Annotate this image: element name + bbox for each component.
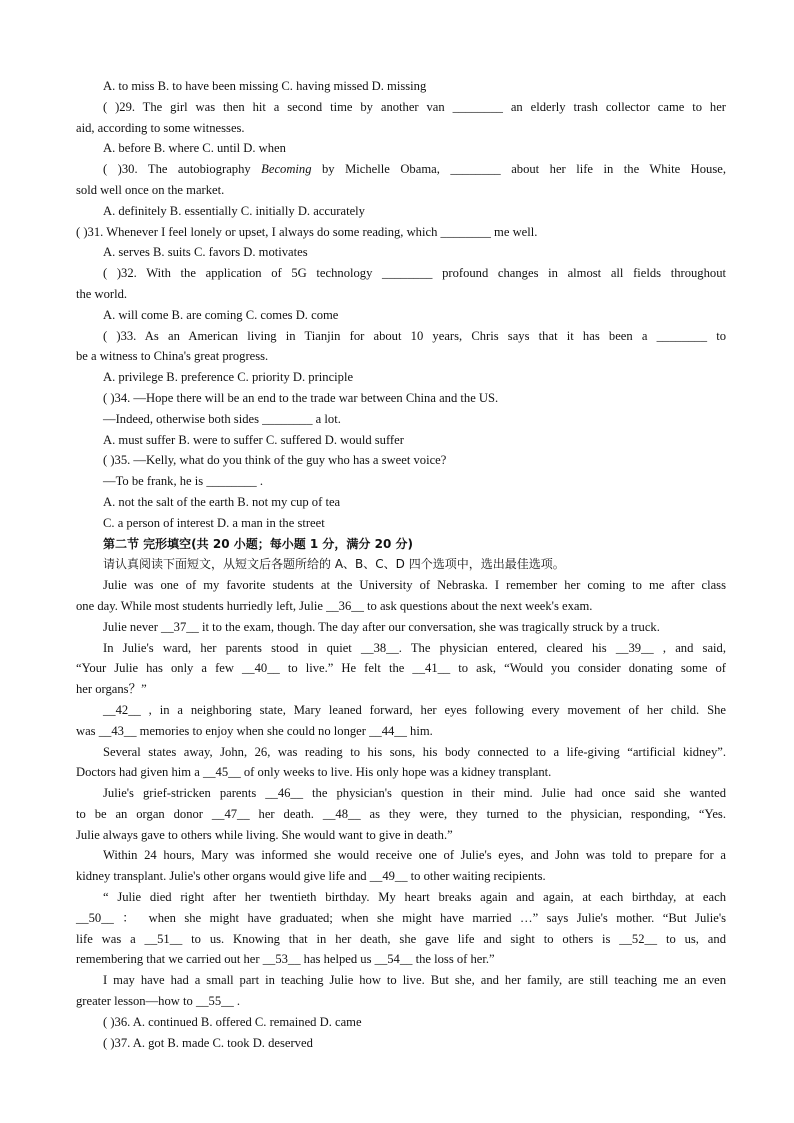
text-line: ( )29. The girl was then hit a second time by another van ________ an elderly trash collector came to her (103, 99, 726, 114)
text-line: remembering that we carried out her __53__ has helped us __54__ the loss of her.” (76, 952, 495, 967)
text-line: ( )30. The autobiography Becoming by Michelle Obama, ________ about her life in the White House, (103, 162, 726, 177)
text-line: her organs？” (76, 682, 147, 697)
text-line: sold well once on the market. (76, 182, 225, 197)
text-line: A. definitely B. essentially C. initially D. accurately (103, 203, 365, 218)
text-line: one day. While most students hurriedly left, Julie __36__ to ask questions about the next week's exam. (76, 598, 593, 613)
text-line: __50__ ： when she might have graduated; when she might have married …” says Julie's mother. “But Julie's (76, 910, 726, 925)
text-line: greater lesson—how to __55__ . (76, 994, 241, 1009)
text-line: Julie's grief-stricken parents __46__ the physician's question in their mind. Julie had once said she wanted (103, 786, 726, 801)
text-line: Doctors had given him a __45__ of only weeks to live. His only hope was a kidney transplant. (76, 765, 552, 780)
text-line: A. not the salt of the earth B. not my cup of tea (103, 494, 341, 509)
text-line: “ Julie died right after her twentieth birthday. My heart breaks again and again, at each birthday, at each (103, 890, 726, 905)
book-title: Becoming (261, 162, 312, 177)
text-line: Julie never __37__ it to the exam, though. The day after our conversation, she was tragically struck by a truck. (103, 619, 660, 634)
text-line: life was a __51__ to us. Knowing that in her death, she gave life and sight to others is __52__ to us, and (76, 931, 726, 946)
text-line: A. to miss B. to have been missing C. having missed D. missing (103, 79, 427, 93)
text-line: ( )36. A. continued B. offered C. remained D. came (103, 1014, 362, 1029)
text-line: I may have had a small part in teaching Julie how to live. But she, and her family, are still teaching me an even (103, 973, 726, 988)
text-line: A. privilege B. preference C. priority D. principle (103, 370, 354, 385)
text-line: “Your Julie has only a few __40__ to live.” He felt the __41__ to ask, “Would you consider donating some of (76, 661, 726, 676)
text-line: ( )34. —Hope there will be an end to the trade war between China and the US. (103, 390, 499, 405)
text-line: Within 24 hours, Mary was informed she would receive one of Julie's eyes, and John was told to prepare for a (103, 848, 726, 863)
text-line: to be an organ donor __47__ her death. __48__ as they were, they turned to the physician, responding, “Yes. (76, 806, 726, 821)
text-line: __42__ , in a neighboring state, Mary leaned forward, her eyes following every movement of her child. She (103, 702, 726, 717)
text-line: was __43__ memories to enjoy when she could no longer __44__ him. (76, 723, 433, 738)
text-line: ( )37. A. got B. made C. took D. deserved (103, 1035, 313, 1050)
text-line: C. a person of interest D. a man in the street (103, 515, 325, 530)
text-line: kidney transplant. Julie's other organs would give life and __49__ to other waiting recipients. (76, 869, 546, 884)
text-line: be a witness to China's great progress. (76, 349, 269, 364)
text-line: A. before B. where C. until D. when (103, 141, 286, 156)
text-line: Julie was one of my favorite students at the University of Nebraska. I remember her coming to me after class (103, 578, 726, 593)
text-line: ( )35. —Kelly, what do you think of the guy who has a sweet voice? (103, 453, 447, 468)
text-line: —To be frank, he is ________ . (103, 474, 264, 489)
text-line: ( )31. Whenever I feel lonely or upset, I always do some reading, which ________ me well. (76, 224, 538, 239)
text-line: A. must suffer B. were to suffer C. suffered D. would suffer (103, 432, 404, 447)
exam-content (76, 76, 726, 1053)
text-line: A. will come B. are coming C. comes D. come (103, 307, 339, 322)
text-line: aid, according to some witnesses. (76, 120, 245, 135)
text-line: ( )32. With the application of 5G technology ________ profound changes in almost all fields throughout (103, 266, 726, 281)
text-line: Several states away, John, 26, was reading to his sons, his body connected to a life-giving “artificial kidney”. (103, 744, 726, 759)
text-line: the world. (76, 286, 128, 301)
text-line: Julie always gave to others while living. She would want to give in death.” (76, 827, 453, 842)
text-line: —Indeed, otherwise both sides ________ a lot. (103, 411, 341, 426)
text-line: 请认真阅读下面短文，从短文后各题所给的 A、B、C、D 四个选项中，选出最佳选项。 (103, 557, 565, 572)
text-line: A. serves B. suits C. favors D. motivates (103, 245, 308, 260)
text-line: In Julie's ward, her parents stood in quiet __38__. The physician entered, cleared his __39__ , and said, (103, 640, 726, 655)
text-line: 第二节 完形填空(共 20 小题；每小题 1 分，满分 20 分) (103, 536, 413, 551)
text-line: ( )33. As an American living in Tianjin for about 10 years, Chris says that it has been a ________ to (103, 328, 726, 343)
